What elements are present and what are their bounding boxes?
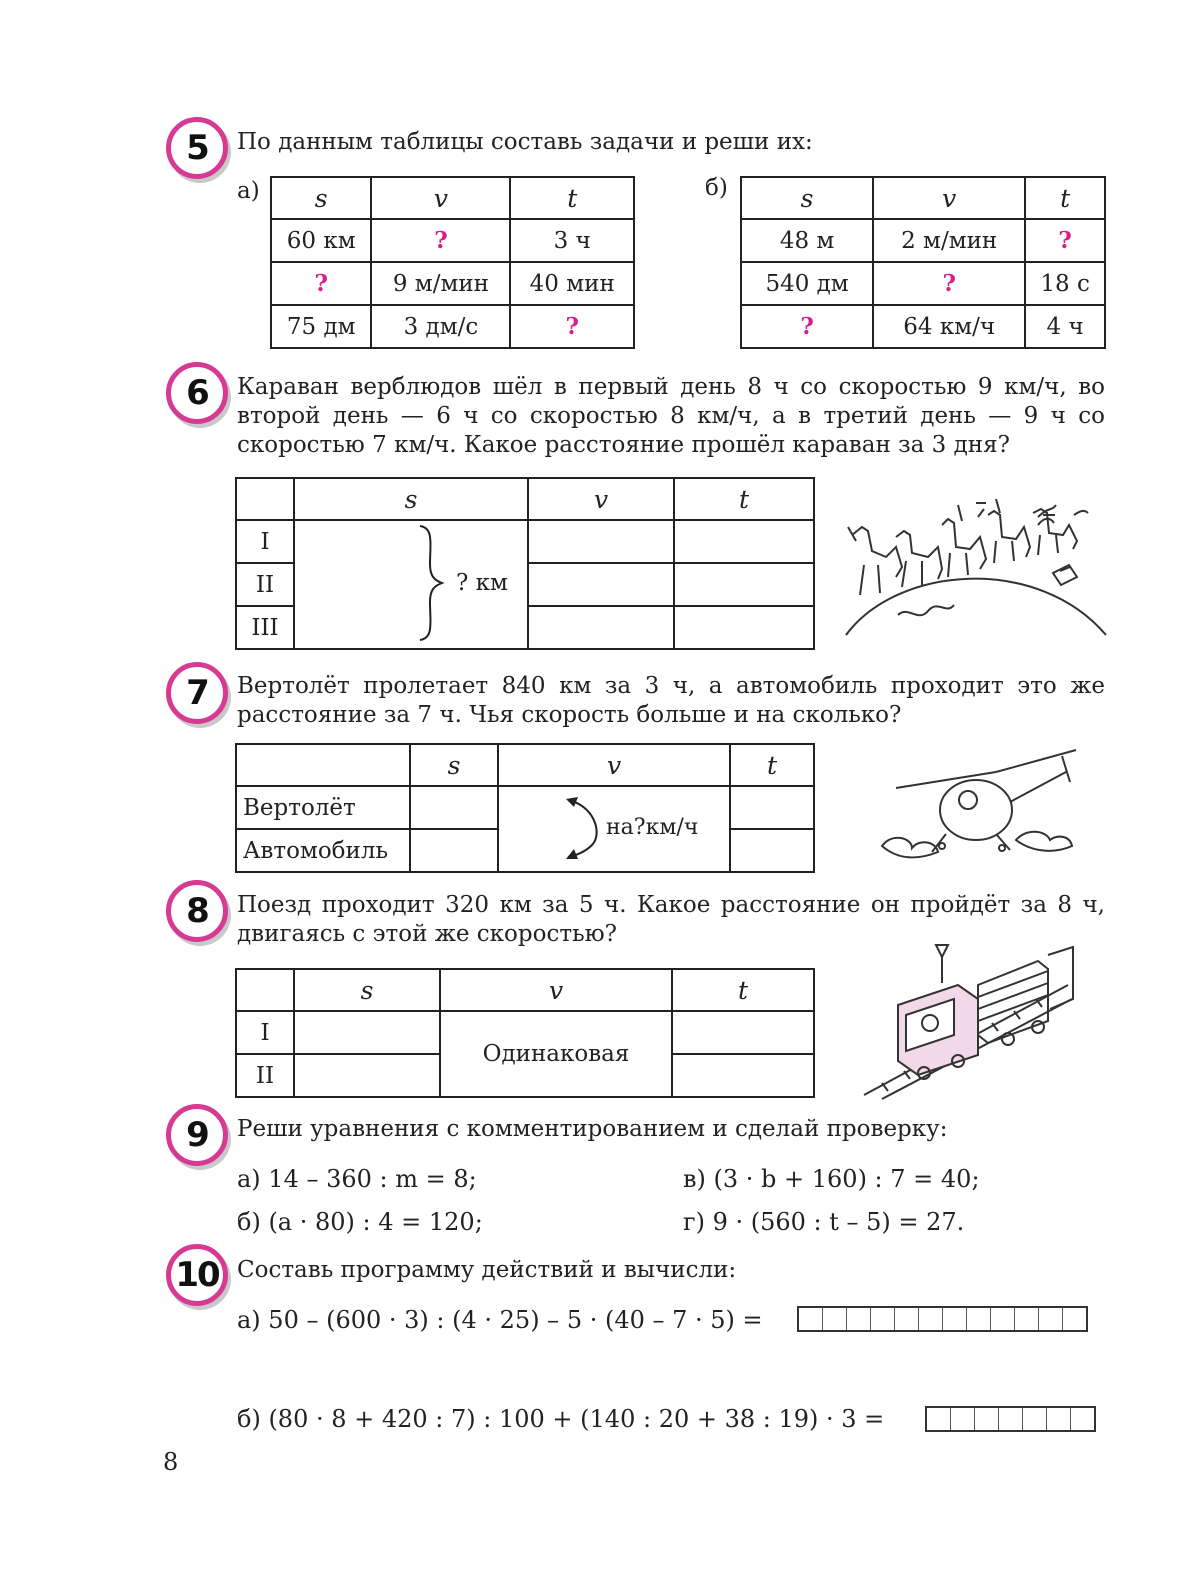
answer-boxes-b[interactable] [925, 1406, 1096, 1432]
corner-cell [236, 969, 294, 1011]
equation-g: г) 9 · (560 : t – 5) = 27. [683, 1208, 965, 1236]
equation-b: б) (a · 80) : 4 = 120; [237, 1208, 483, 1236]
task5-table-b [740, 176, 1106, 349]
helicopter-illustration [876, 742, 1086, 867]
merged-v-cell: Одинаковая [440, 1011, 672, 1097]
arrow-label: на?км/ч [606, 815, 699, 840]
task-number: 10 [175, 1255, 219, 1295]
task8-text: Поезд проходит 320 км за 5 ч. Какое расстояние он пройдёт за 8 ч, двигаясь с этой же скоростью? [237, 892, 1105, 947]
train-illustration [858, 925, 1083, 1100]
cell: 48 м [741, 219, 873, 262]
unknown-cell: ? [510, 305, 634, 348]
task6-text: Караван верблюдов шёл в первый день 8 ч со скоростью 9 км/ч, во второй день — 6 ч со скоростью 8 км/ч, а в третий день — 9 ч со скоростью 7 км/ч. Какое расстояние прошёл караван за 3 дня? [237, 374, 1105, 458]
cell [410, 829, 498, 872]
task7-text: Вертолёт пролетает 840 км за 3 ч, а автомобиль проходит это же расстояние за 7 ч. Чья скорость больше и на сколько? [237, 673, 1105, 728]
cell [730, 829, 814, 872]
task10-text: Составь программу действий и вычисли: [237, 1257, 737, 1283]
task-number: 8 [186, 891, 208, 931]
cell: 540 дм [741, 262, 873, 305]
curved-arrow-icon [562, 795, 606, 865]
task5-text: По данным таблицы составь задачи и реши их: [237, 129, 813, 155]
cell: 60 км [271, 219, 371, 262]
cell [674, 606, 814, 649]
task-number-badge-9 [166, 1104, 228, 1166]
corner-cell [236, 478, 294, 520]
camel-caravan-illustration [838, 495, 1113, 645]
row-label: I [236, 1011, 294, 1054]
task5-table-a [270, 176, 635, 349]
cell: 9 м/мин [371, 262, 510, 305]
header-s: s [741, 177, 873, 219]
unknown-cell: ? [1025, 219, 1105, 262]
task-number-badge-7 [166, 662, 228, 724]
task-number: 7 [186, 673, 208, 713]
cell: 18 с [1025, 262, 1105, 305]
cell [528, 563, 674, 606]
cell [294, 1011, 440, 1054]
header-s: s [410, 744, 498, 786]
corner-cell [236, 744, 410, 786]
header-t: t [672, 969, 814, 1011]
brace-label: ? км [456, 570, 508, 596]
cell: 4 ч [1025, 305, 1105, 348]
unknown-cell: ? [271, 262, 371, 305]
cell [730, 786, 814, 829]
unknown-cell: ? [741, 305, 873, 348]
header-v: v [440, 969, 672, 1011]
task5-label-a: а) [237, 178, 260, 204]
task-number-badge-6 [166, 362, 228, 424]
task-number: 9 [186, 1115, 208, 1155]
header-t: t [674, 478, 814, 520]
cell [672, 1011, 814, 1054]
expression-b: б) (80 · 8 + 420 : 7) : 100 + (140 : 20 + 38 : 19) · 3 = [237, 1405, 885, 1433]
row-label: Автомобиль [236, 829, 410, 872]
cell: 64 км/ч [873, 305, 1025, 348]
cell [672, 1054, 814, 1097]
header-t: t [1025, 177, 1105, 219]
task-number-badge-8 [166, 880, 228, 942]
task-number: 6 [186, 373, 208, 413]
header-v: v [873, 177, 1025, 219]
row-label: I [236, 520, 294, 563]
header-v: v [528, 478, 674, 520]
cell [294, 1054, 440, 1097]
cell [528, 606, 674, 649]
task7-table [235, 743, 815, 873]
unknown-cell: ? [873, 262, 1025, 305]
page-number: 8 [163, 1448, 179, 1476]
cell: 3 дм/с [371, 305, 510, 348]
row-label: II [236, 563, 294, 606]
curly-brace-icon [416, 524, 456, 642]
row-label: III [236, 606, 294, 649]
task6-table [235, 477, 815, 650]
equation-a: а) 14 – 360 : m = 8; [237, 1165, 477, 1193]
task-number-badge-5 [166, 117, 228, 179]
task-number-badge-10 [166, 1244, 228, 1306]
cell [294, 606, 528, 649]
row-label: Вертолёт [236, 786, 410, 829]
cell [294, 520, 528, 563]
cell [674, 520, 814, 563]
header-v: v [498, 744, 730, 786]
cell: 40 мин [510, 262, 634, 305]
header-s: s [271, 177, 371, 219]
expression-a: а) 50 – (600 · 3) : (4 · 25) – 5 · (40 – 7 · 5) = [237, 1306, 763, 1334]
cell [674, 563, 814, 606]
cell [528, 520, 674, 563]
task8-table [235, 968, 815, 1098]
header-v: v [371, 177, 510, 219]
unknown-cell: ? [371, 219, 510, 262]
cell [410, 786, 498, 829]
header-s: s [294, 478, 528, 520]
header-t: t [730, 744, 814, 786]
row-label: II [236, 1054, 294, 1097]
task9-text: Реши уравнения с комментированием и сделай проверку: [237, 1116, 948, 1142]
task-number: 5 [186, 128, 208, 168]
equation-v: в) (3 · b + 160) : 7 = 40; [683, 1165, 980, 1193]
header-t: t [510, 177, 634, 219]
cell: 3 ч [510, 219, 634, 262]
cell: 75 дм [271, 305, 371, 348]
header-s: s [294, 969, 440, 1011]
cell: 2 м/мин [873, 219, 1025, 262]
task5-label-b: б) [705, 175, 728, 201]
answer-boxes-a[interactable] [797, 1306, 1088, 1332]
